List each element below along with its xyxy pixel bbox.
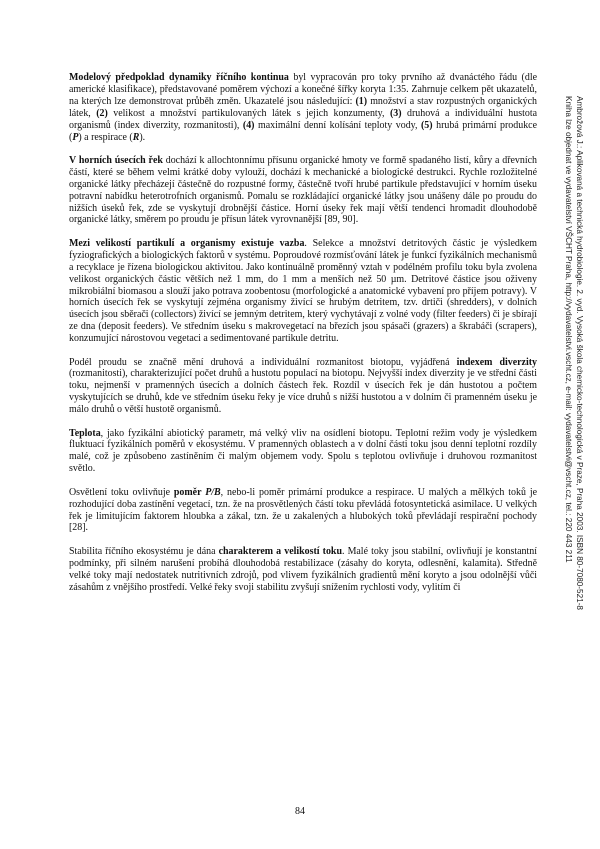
bold-text: (4) — [242, 119, 255, 131]
paragraph — [69, 428, 537, 476]
bold-text: Teplota — [69, 427, 101, 439]
bold-text: (2) — [96, 107, 108, 119]
text-run: . Selekce a množství detritových částic je výsledkem fyziografických a biologických faktorů v systému. Poproudové rozmísťování látek je funkcí fyzikálních mechanismů a recyklace je řízena biologickou aktivitou. Jako kontinuálně proměnný vztah v podélném profilu toku byla zvolena velikost organických částic větších než 1 mm, do 1 mm a menších než 50 µm. Detritové částice jsou oživeny mikrobiální biomasou a slouží jako potrava zoobentosu (morfologické a anatomické vybavení pro příjem potravy). V horních úsecích řek se vyskytují zejména organismy živící se hrubým detritem, tzv. drtiči (shredders), v dolních úsecích jsou sběrači (collectors) živící se jemným detritem, který vychytávají z volné vody (filter feeders) či je sbírají ze dna (deposit feeders). Ve středním úseku s makrovegetací na březích jsou spásači (grazers) a škrabáči (scrapers), konzumující nárostovou vegetaci a sedimentované partikule detritu. — [69, 237, 537, 345]
text-run: ) a respirace ( — [78, 131, 133, 143]
bold-text: Modelový předpoklad dynamiky říčního kontinua — [69, 72, 289, 83]
citation-text — [563, 96, 584, 736]
bold-text: V horních úsecích řek — [69, 154, 163, 166]
text-run: ). — [139, 131, 146, 143]
text-run: hrubá primární produkce ( — [69, 119, 537, 143]
paragraph — [69, 546, 537, 594]
paragraph — [69, 238, 537, 345]
page-number: 84 — [295, 806, 305, 817]
paragraph — [69, 487, 537, 535]
text-run: byl vypracován pro toky prvního až dvanáctého řádu (dle americké klasifikace), představované poměrem výchozí a konečné šířky koryta 1:35. Zahrnuje celkem pět ukazatelů, na kterých lze demonstrovat průběh změn. Ukazatelé jsou následující: — [69, 72, 537, 107]
bold-text: charakterem a velikostí toku — [218, 545, 342, 557]
text-run: Stabilita říčního ekosystému je dána — [69, 545, 219, 557]
text-run: , jako fyzikální abiotický parametr, má velký vliv na osídlení biotopu. Teplotní režim vody je výsledkem fluktuací fyzikálních poměrů v ekosystému. V pramenných oblastech a v dolní části toku jsou denní teplotní rozdíly malé, což je způsobeno zastíněním či malým objemem vody. Spolu s teplotou ovlivňuje i druhovou rozmanitost světlo. — [69, 427, 537, 475]
text-run: množství a stav rozpustných organických látek, — [69, 95, 537, 119]
bold-text: Mezi velikostí partikulí a organismy existuje vazba — [69, 237, 305, 249]
text-run: dochází k allochtonnímu přísunu organické hmoty ve formě spadaného listí, kůry a dřevních částí, které se během velmi krátké doby vylouží, dochází k mechanické a biologické destrukci. Rychle rozložitelné organické látky přecházejí částečně do rozpustné formy, částečně tvoří hrubé partikule představující v horním úseku potravní nabídku heterotrofních organismů. Pomalu se rozkládající organické látky jsou unášeny dále po proudu do nižších úseků řek, zde se vyskytují drobnější částice. Horní úseky řek mají větší tendenci hromadit dlouhodobě organické látky, směrem po proudu je přísun látek vyrovnanější [89, 90]. — [69, 154, 538, 226]
paragraph — [69, 357, 537, 417]
text-run: , nebo-li poměr primární produkce a respirace. U malých a mělkých toků je rozhodující doba zastínění vegetací, tzn. že na prosvětlených částí toku převládá fotosyntetická asimilace. U velkých řek je limitujícím faktorem hloubka a zákal, tzn. že u zakalených a hlubokých toků převládají respirační pochody [28]. — [69, 486, 537, 534]
text-run: maximální denní kolísání teploty vody, — [254, 119, 421, 131]
citation-line-2: Kniha lze objednat ve vydavatelství VŠCHT Praha, http://vydavatelstvi.vscht.cz, e-mail: vydavatelstvi@vscht.cz, tel.: 220 443 211 — [564, 96, 574, 563]
bold-text: R — [132, 131, 140, 143]
text-run: Osvětlení toku ovlivňuje — [69, 486, 174, 498]
paragraph — [69, 155, 537, 226]
page-body — [69, 72, 537, 605]
paragraph — [69, 72, 537, 143]
bold-text: (3) — [389, 107, 402, 119]
bold-text: poměr — [173, 486, 206, 498]
bold-text: (1) — [355, 95, 368, 107]
text-run: Podél proudu se značně mění druhová a individuální rozmanitost biotopu, vyjádřená — [69, 356, 457, 368]
bold-text: P — [72, 131, 79, 143]
text-run: druhová a individuální hustota organismů (index diverzity, rozmanitosti), — [69, 107, 538, 131]
bold-text: P/B — [205, 486, 221, 498]
text-run: velikost a množství partikulovaných látek s jejich konzumenty, — [107, 107, 390, 119]
bold-text: (5) — [421, 119, 433, 131]
text-run: . Malé toky jsou stabilní, ovlivňují je konstantní podmínky, při silném narušení probíhá dlouhodobá restabilizace (zásahy do koryta, odlesnění, kalamita). Středně velké toky mají nedostatek nutritivních zdrojů, pod vlivem fyzikálních gradientů mění koryto a jsou odolnější vůči zásahům z vnějšího prostředí. Velké řeky svoji stabilitu zvyšují snížením rychlosti vody, vylitím či — [69, 545, 537, 593]
citation-sidebar — [558, 96, 588, 736]
bold-text: indexem diverzity — [456, 356, 537, 368]
citation-line-1: Ambrožová J.: Aplikovaná a technická hydrobiologie. 2. vyd. Vysoká škola chemicko-technologická v Praze, Praha 2003. ISBN 80-7080-521-8 — [575, 96, 584, 610]
text-run: (rozmanitosti), charakterizující počet druhů a hustotu populací na biotopu. Nejvyšší index diverzity je ve střední části toku, nejmenší v pramenných úsecích a dolních částech řek. Rozdíl v úsecích řek je dán hustotou a počtem vyskytujících se druhů, kde ve středním úseku řeky je více druhů s nižší hustotou a v dolním či pramenném úseku je málo druhů o větší hustotě organismů. — [69, 368, 537, 416]
